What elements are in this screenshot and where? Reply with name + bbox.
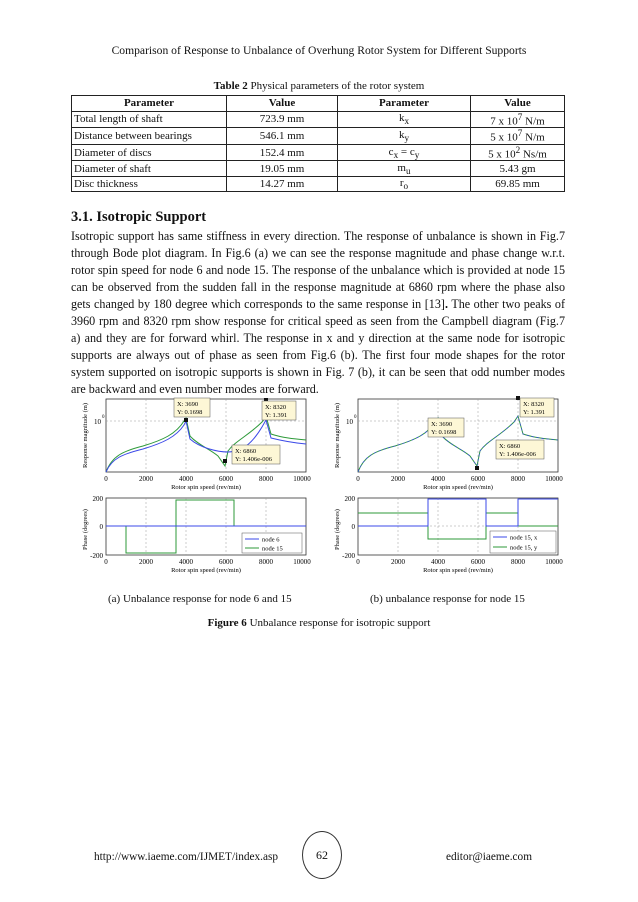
svg-text:Y: 0.1698: Y: 0.1698 [177,409,203,416]
paragraph-bold-dot: . [444,297,448,311]
svg-text:8000: 8000 [511,475,525,483]
body-paragraph [71,228,565,398]
figure-caption [0,617,638,629]
y-tick-label: 10 [94,418,101,426]
param-name: Diameter of discs [72,144,227,161]
svg-text:0: 0 [351,523,355,531]
svg-text:2000: 2000 [139,475,153,483]
svg-text:node 15, y: node 15, y [510,544,538,552]
param-name: Diameter of shaft [72,161,227,177]
svg-text:X: 3690: X: 3690 [431,421,453,428]
table-caption-label: Table 2 [213,80,248,92]
param-name: Distance between bearings [72,128,227,145]
svg-text:X: 8320: X: 8320 [265,404,287,411]
phase-x-axis-label: Rotor spin speed (rev/min) [423,567,493,574]
param-symbol: $r_o$ [338,176,471,192]
param-value: 152.4 mm [227,144,338,161]
param-symbol-value: 5 x $10^2$ Ns/m [471,144,565,161]
datatip-marker [475,466,479,470]
svg-text:6000: 6000 [219,475,233,483]
footer-url-link[interactable]: http://www.iaeme.com/IJMET/index.asp [94,851,279,863]
y-tick-label: 10 [346,418,353,426]
svg-text:node 6: node 6 [262,536,280,544]
svg-text:X: 6860: X: 6860 [235,448,257,455]
phase-x-tick-labels [356,558,563,566]
svg-text:X: 8320: X: 8320 [523,401,545,408]
datatip-8320 [262,401,296,420]
svg-text:8000: 8000 [259,558,273,566]
svg-text:6000: 6000 [471,558,485,566]
svg-text:6000: 6000 [219,558,233,566]
table-row [72,144,565,161]
param-symbol: $m_u$ [338,161,471,177]
svg-text:4000: 4000 [179,475,193,483]
paragraph-part-a: Isotropic support has same stiffness in every direction. The response of unbalance is shown in Fig.7 through Bode plot diagram. In Fig.6 (a) we can see the response magnitude and phase change w.r.t. rotor spin speed for node 6 and node 15. The response of the unbalance which is provided at node 15 can be observed from the sudden fall in the response magnitude at 6860 rpm where the phase also gets changed by 180 degree which corresponds to the same response in [13] [71,229,565,311]
svg-text:10000: 10000 [545,475,563,483]
svg-text:Y: 1.391: Y: 1.391 [265,412,288,419]
svg-text:Y: 1.406e-006: Y: 1.406e-006 [499,451,536,458]
datatip-3690 [428,418,464,437]
svg-text:2000: 2000 [391,558,405,566]
datatip-marker [516,396,520,400]
svg-text:node 15: node 15 [262,545,283,553]
svg-text:10000: 10000 [293,558,311,566]
svg-text:-200: -200 [342,552,355,560]
figure-caption-label: Figure 6 [207,617,247,629]
param-name: Total length of shaft [72,111,227,128]
param-symbol: $k_y$ [338,128,471,145]
svg-text:8000: 8000 [259,475,273,483]
x-axis-label: Rotor spin speed (rev/min) [171,484,241,491]
svg-text:Y: 1.391: Y: 1.391 [523,409,546,416]
subcaption-b: (b) unbalance response for node 15 [370,593,525,605]
x-tick-labels [104,475,311,483]
param-value: 723.9 mm [227,111,338,128]
svg-text:2000: 2000 [139,558,153,566]
param-symbol-value: 69.85 mm [471,176,565,192]
figure-panel-b [330,396,566,583]
figure-caption-text: Unbalance response for isotropic support [246,617,431,629]
y-tick-exponent: 0 [354,415,357,420]
svg-text:200: 200 [344,495,355,503]
parameter-table [71,95,565,192]
page-number: 62 [302,831,342,879]
svg-text:8000: 8000 [511,558,525,566]
table-header-row [72,96,565,112]
svg-text:2000: 2000 [391,475,405,483]
svg-text:10000: 10000 [545,558,563,566]
panel-a-svg [78,396,314,578]
param-symbol: $c_x = c_y$ [338,144,471,161]
svg-text:0: 0 [104,558,108,566]
datatip-6860 [496,440,544,459]
column-header: Value [471,96,565,112]
param-symbol-value: 7 x $10^7$ N/m [471,111,565,128]
phase-y-axis-label: Phase (degrees) [82,509,89,550]
param-value: 14.27 mm [227,176,338,192]
datatip-marker [223,459,227,463]
phase-x-tick-labels [104,558,311,566]
footer-email: editor@iaeme.com [446,851,532,863]
svg-text:X: 6860: X: 6860 [499,443,521,450]
svg-text:0: 0 [99,523,103,531]
table-row [72,161,565,177]
column-header: Value [227,96,338,112]
svg-text:0: 0 [356,475,360,483]
svg-text:4000: 4000 [179,558,193,566]
svg-text:10000: 10000 [293,475,311,483]
x-tick-labels [356,475,563,483]
column-header: Parameter [338,96,471,112]
table-caption-text: Physical parameters of the rotor system [247,80,425,92]
y-tick-exponent: 0 [102,415,105,420]
phase-legend [242,533,302,553]
paragraph-part-b: The other two peaks of 3960 rpm and 8320 rpm show response for critical speed as seen from the Campbell diagram (Fig.7 a) and they are for forward whirl. The response in x and y direction at the same node for isotropic supports are always out of phase as seen from Fig.6 (b). The first four mode shapes for the rotor system supported on isotropic supports is shown in Fig. 7 (b), it can be seen that odd number modes are backward and even number modes are forward. [71,297,565,396]
phase-y-tick-labels [342,495,355,560]
column-header: Parameter [72,96,227,112]
subcaption-a: (a) Unbalance response for node 6 and 15 [108,593,292,605]
param-symbol: $k_x$ [338,111,471,128]
y-axis-label: Response magnitude (m) [334,403,341,468]
param-symbol-value: 5 x $10^7$ N/m [471,128,565,145]
svg-text:node 15, x: node 15, x [510,534,538,542]
svg-text:200: 200 [92,495,103,503]
param-value: 546.1 mm [227,128,338,145]
param-value: 19.05 mm [227,161,338,177]
x-axis-label: Rotor spin speed (rev/min) [423,484,493,491]
svg-text:Y: 0.1698: Y: 0.1698 [431,429,457,436]
param-name: Disc thickness [72,176,227,192]
figure-panel-a [78,396,314,583]
table-row [72,128,565,145]
datatip-marker [184,418,188,422]
svg-text:Y: 1.406e-006: Y: 1.406e-006 [235,456,272,463]
section-heading: 3.1. Isotropic Support [71,209,207,225]
running-header: Comparison of Response to Unbalance of Overhung Rotor System for Different Supports [111,44,527,57]
svg-text:4000: 4000 [431,475,445,483]
svg-text:0: 0 [356,558,360,566]
phase-y-tick-labels [90,495,103,560]
datatip-6860 [232,445,280,464]
svg-text:X: 3690: X: 3690 [177,401,199,408]
svg-text:6000: 6000 [471,475,485,483]
panel-b-svg [330,396,566,578]
table-row [72,111,565,128]
svg-text:0: 0 [104,475,108,483]
phase-x-axis-label: Rotor spin speed (rev/min) [171,567,241,574]
datatip-8320 [520,398,554,417]
table-row [72,176,565,192]
phase-legend [490,531,556,553]
phase-y-axis-label: Phase (degrees) [334,509,341,550]
y-axis-label: Response magnitude (m) [82,403,89,468]
datatip-3690 [174,398,210,417]
svg-text:-200: -200 [90,552,103,560]
svg-text:4000: 4000 [431,558,445,566]
param-symbol-value: 5.43 gm [471,161,565,177]
table-caption [0,80,638,92]
